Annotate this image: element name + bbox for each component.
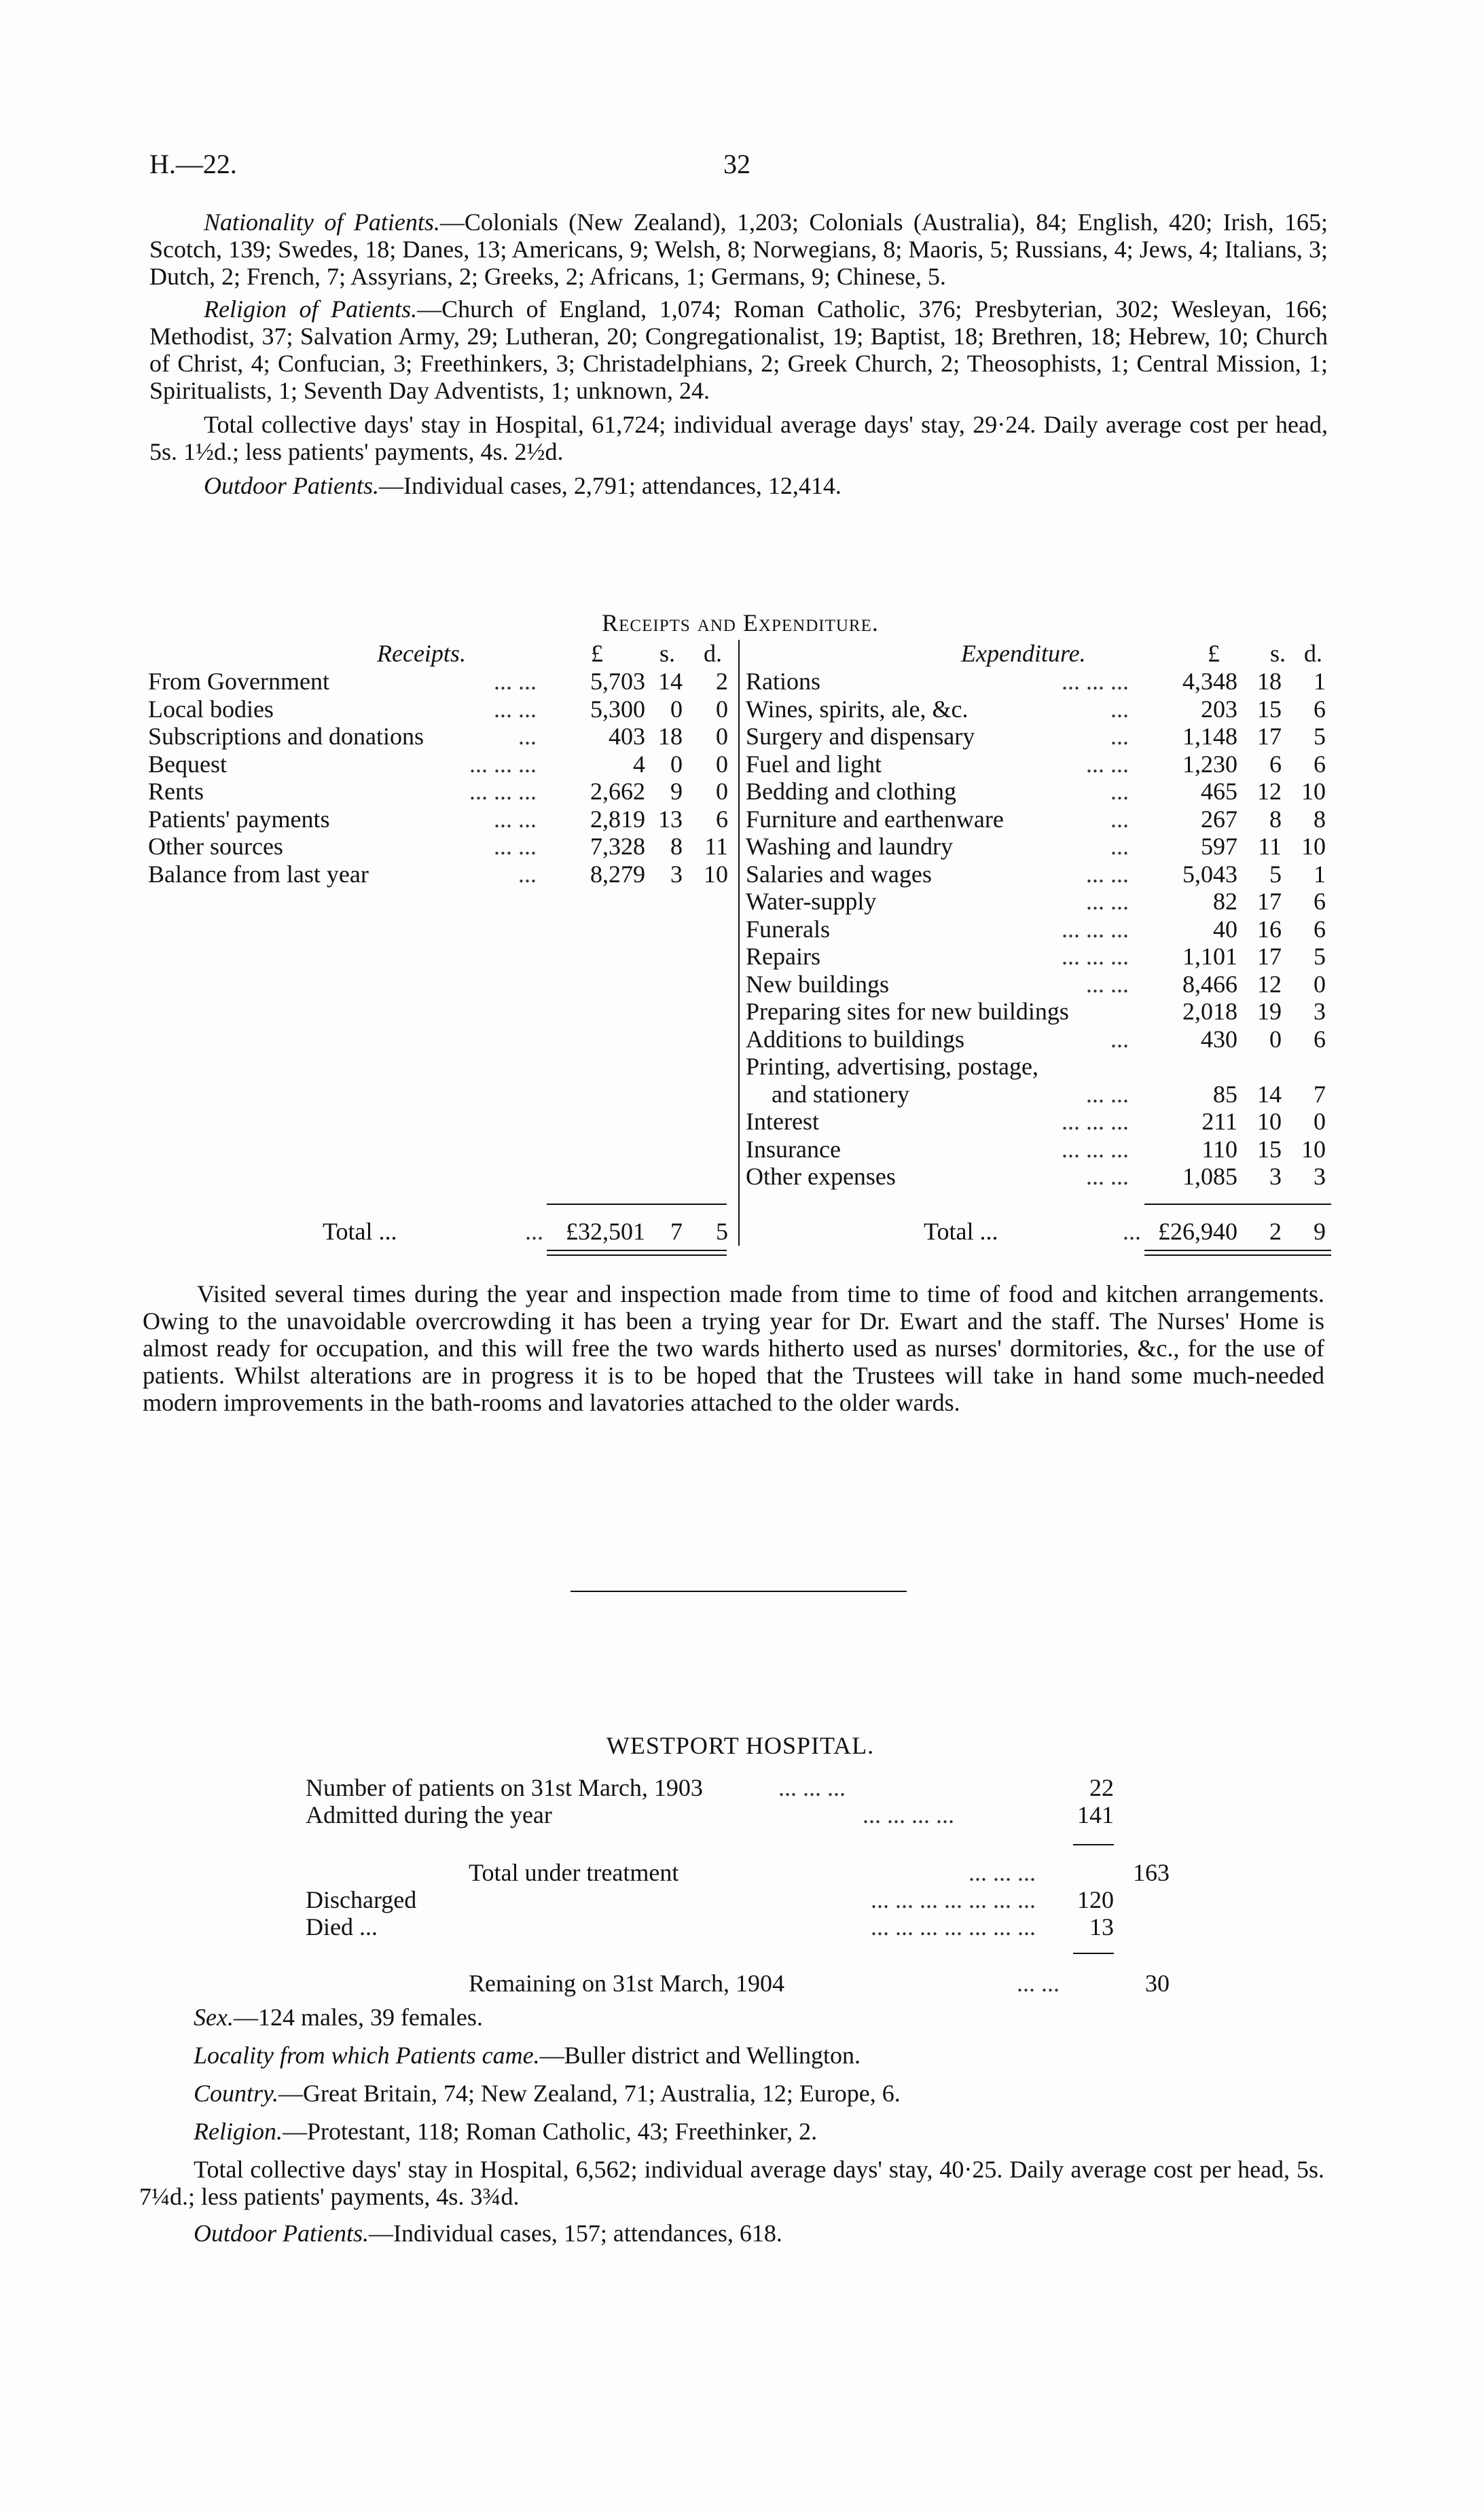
receipts-total-l: £32,501 xyxy=(566,1218,645,1245)
receipt-row-leader: ... ... ... xyxy=(469,750,537,778)
westport-row-label: Number of patients on 31st March, 1903 xyxy=(306,1774,703,1801)
page-number: 32 xyxy=(723,149,750,179)
receipt-row-d: 0 xyxy=(716,750,728,778)
expenditure-row-leader: ... ... ... xyxy=(1062,915,1129,943)
westport-row-label: Admitted during the year xyxy=(306,1801,552,1828)
receipt-row-d: 0 xyxy=(716,723,728,750)
expenditure-row-d: 1 xyxy=(1314,860,1326,888)
receipt-row-d: 2 xyxy=(716,668,728,695)
receipt-row-label: Patients' payments xyxy=(148,805,330,833)
receipts-total-d: 5 xyxy=(716,1218,728,1245)
expenditure-row-d: 10 xyxy=(1301,833,1326,860)
receipt-row-label: Other sources xyxy=(148,833,283,860)
expenditure-row-leader: ... ... xyxy=(1086,860,1129,888)
expenditure-total-s: 2 xyxy=(1269,1218,1282,1245)
westport-row-leader: ... ... ... xyxy=(778,1774,846,1801)
expenditure-row-l: 597 xyxy=(1201,833,1237,860)
expenditure-row-d: 6 xyxy=(1314,1025,1326,1053)
expenditure-row-leader: ... xyxy=(1110,805,1129,833)
receipt-row-leader: ... ... xyxy=(494,833,537,860)
expenditure-row-leader: ... ... ... xyxy=(1062,943,1129,970)
expenditure-total-leader: ... xyxy=(1123,1218,1141,1245)
expenditure-row-d: 10 xyxy=(1301,778,1326,805)
expenditure-row-l: 4,348 xyxy=(1182,668,1237,695)
receipts-total-rule-top xyxy=(547,1204,727,1205)
expenditure-row-label: Wines, spirits, ale, &c. xyxy=(746,695,969,723)
expenditure-row-leader: ... xyxy=(1110,833,1129,860)
receipt-row-l: 2,662 xyxy=(590,778,645,805)
westport-row-value: 120 xyxy=(1077,1886,1114,1913)
days-stay-paragraph: Total collective days' stay in Hospital, 61,724; individual average days' stay, 29·24. Daily average cost per head, 5s. 1½d.; less patients' payments, 4s. 2½d. xyxy=(149,411,1328,465)
receipts-col-s: s. xyxy=(659,640,676,667)
expenditure-row-label: Surgery and dispensary xyxy=(746,723,975,750)
expenditure-row-label: Interest xyxy=(746,1108,819,1135)
expenditure-row-leader: ... xyxy=(1110,778,1129,805)
receipts-total-s: 7 xyxy=(670,1218,683,1245)
receipt-row-s: 8 xyxy=(670,833,683,860)
expenditure-row-d: 0 xyxy=(1314,970,1326,998)
expenditure-row-s: 15 xyxy=(1257,695,1282,723)
expenditure-row-leader: ... xyxy=(1110,1025,1129,1053)
expenditure-total-rule-top xyxy=(1144,1204,1331,1205)
expenditure-row-label: Preparing sites for new buildings xyxy=(746,998,1069,1025)
expenditure-row-label: Repairs xyxy=(746,943,820,970)
top-paragraphs xyxy=(149,209,1328,499)
westport-country: Country.—Great Britain, 74; New Zealand, 71; Australia, 12; Europe, 6. xyxy=(194,2080,901,2107)
expenditure-row-l: 203 xyxy=(1201,695,1237,723)
expenditure-row-leader: ... ... xyxy=(1086,750,1129,778)
expenditure-row-l: 40 xyxy=(1213,915,1237,943)
receipt-row-leader: ... xyxy=(518,860,537,888)
westport-rule-1 xyxy=(1073,1844,1114,1845)
expenditure-col-d: d. xyxy=(1304,640,1322,667)
expenditure-row-s: 0 xyxy=(1269,1025,1282,1053)
receipt-row-leader: ... xyxy=(518,723,537,750)
outdoor-paragraph: Outdoor Patients.—Individual cases, 2,791; attendances, 12,414. xyxy=(204,472,841,499)
westport-row-label: Remaining on 31st March, 1904 xyxy=(469,1970,784,1997)
expenditure-row-label: Other expenses xyxy=(746,1163,896,1190)
westport-row-leader: ... ... xyxy=(1017,1970,1060,1997)
expenditure-row-d: 10 xyxy=(1301,1135,1326,1163)
expenditure-row-l: 430 xyxy=(1201,1025,1237,1053)
expenditure-col-s: s. xyxy=(1270,640,1286,667)
expenditure-row-label: Additions to buildings xyxy=(746,1025,965,1053)
westport-row-total: 30 xyxy=(1145,1970,1170,1997)
expenditure-row-label: Salaries and wages xyxy=(746,860,932,888)
expenditure-row-leader: ... ... ... xyxy=(1062,1108,1129,1135)
expenditure-row-l: 8,466 xyxy=(1182,970,1237,998)
expenditure-row-label: Rations xyxy=(746,668,821,695)
expenditure-row-leader: ... ... xyxy=(1086,1080,1129,1108)
westport-row-leader: ... ... ... xyxy=(969,1859,1036,1886)
expenditure-row-s: 12 xyxy=(1257,778,1282,805)
expenditure-row-d: 5 xyxy=(1314,943,1326,970)
nationality-paragraph: Nationality of Patients.—Colonials (New Zealand), 1,203; Colonials (Australia), 84; English, 420; Irish, 165; Scotch, 139; Swedes, 18; Danes, 13; Americans, 9; Welsh, 8; Norwegians, 8; Maoris, 5; Russians, 4; Jews, 4; Italians, 3; Dutch, 2; French, 7; Assyrians, 2; Greeks, 2; Africans, 1; Germans, 9; Chinese, 5. xyxy=(149,209,1328,290)
expenditure-row-d: 0 xyxy=(1314,1108,1326,1135)
expenditure-row-label: Washing and laundry xyxy=(746,833,954,860)
receipt-row-l: 8,279 xyxy=(590,860,645,888)
westport-row-value: 141 xyxy=(1077,1801,1114,1828)
expenditure-row-s: 12 xyxy=(1257,970,1282,998)
expenditure-row-l: 85 xyxy=(1213,1080,1237,1108)
westport-rule-2 xyxy=(1073,1953,1114,1954)
accounts-title: Receipts and Expenditure. xyxy=(602,609,879,636)
receipt-row-leader: ... ... xyxy=(494,805,537,833)
expenditure-row-s: 18 xyxy=(1257,668,1282,695)
receipts-total-label: Total ... xyxy=(323,1218,397,1245)
receipts-total-rule-bottom-1 xyxy=(547,1250,727,1251)
report-code: H.—22. xyxy=(149,149,237,179)
expenditure-total-label: Total ... xyxy=(924,1218,998,1245)
expenditure-heading: Expenditure. xyxy=(961,640,1086,667)
receipts-total-rule-bottom-2 xyxy=(547,1254,727,1256)
expenditure-row-d: 6 xyxy=(1314,750,1326,778)
westport-title: WESTPORT HOSPITAL. xyxy=(606,1732,875,1759)
expenditure-row-leader: ... ... ... xyxy=(1062,668,1129,695)
receipt-row-label: Rents xyxy=(148,778,204,805)
receipt-row-label: Subscriptions and donations xyxy=(148,723,424,750)
receipt-row-d: 0 xyxy=(716,695,728,723)
expenditure-row-d: 6 xyxy=(1314,915,1326,943)
expenditure-row-s: 17 xyxy=(1257,723,1282,750)
receipt-row-leader: ... ... xyxy=(494,695,537,723)
expenditure-total-rule-bottom-1 xyxy=(1144,1250,1331,1251)
expenditure-row-l: 110 xyxy=(1201,1135,1237,1163)
page-header xyxy=(149,151,1338,182)
expenditure-row-s: 17 xyxy=(1257,943,1282,970)
receipts-col-d: d. xyxy=(704,640,722,667)
expenditure-row-d: 6 xyxy=(1314,888,1326,915)
westport-row-label: Discharged xyxy=(306,1886,417,1913)
westport-row-leader: ... ... ... ... xyxy=(863,1801,954,1828)
receipts-total-leader: ... xyxy=(525,1218,543,1245)
receipt-row-d: 11 xyxy=(704,833,728,860)
expenditure-row-l: 267 xyxy=(1201,805,1237,833)
expenditure-row-label: Insurance xyxy=(746,1135,841,1163)
section-divider xyxy=(571,1591,907,1592)
expenditure-row-s: 14 xyxy=(1257,1080,1282,1108)
receipt-row-leader: ... ... xyxy=(494,668,537,695)
westport-religion: Religion.—Protestant, 118; Roman Catholic, 43; Freethinker, 2. xyxy=(194,2118,818,2145)
expenditure-row-leader: ... ... xyxy=(1086,1163,1129,1190)
expenditure-row-leader: ... xyxy=(1110,695,1129,723)
expenditure-row-d: 6 xyxy=(1314,695,1326,723)
expenditure-row-label: Funerals xyxy=(746,915,830,943)
expenditure-row-leader: ... xyxy=(1110,723,1129,750)
expenditure-row-d: 8 xyxy=(1314,805,1326,833)
expenditure-row-l: 465 xyxy=(1201,778,1237,805)
receipt-row-d: 0 xyxy=(716,778,728,805)
receipt-row-l: 4 xyxy=(633,750,645,778)
expenditure-row-label: and stationery xyxy=(772,1080,909,1108)
westport-row-value: 13 xyxy=(1089,1913,1114,1940)
receipt-row-label: Bequest xyxy=(148,750,227,778)
westport-row-leader: ... ... ... ... ... ... ... xyxy=(871,1886,1036,1913)
expenditure-row-d: 1 xyxy=(1314,668,1326,695)
expenditure-row-label: Bedding and clothing xyxy=(746,778,956,805)
expenditure-total-l: £26,940 xyxy=(1158,1218,1237,1245)
expenditure-row-l: 1,230 xyxy=(1182,750,1237,778)
receipt-row-s: 14 xyxy=(658,668,683,695)
westport-days-stay: Total collective days' stay in Hospital, 6,562; individual average days' stay, 40·25. Daily average cost per head, 5s. 7¼d.; less patients' payments, 4s. 3¾d. xyxy=(139,2156,1324,2210)
receipt-row-l: 5,300 xyxy=(590,695,645,723)
expenditure-row-label: Fuel and light xyxy=(746,750,882,778)
expenditure-row-label: Printing, advertising, postage, xyxy=(746,1053,1038,1080)
expenditure-row-s: 6 xyxy=(1269,750,1282,778)
expenditure-row-l: 82 xyxy=(1213,888,1237,915)
westport-sex: Sex.—124 males, 39 females. xyxy=(194,2004,483,2031)
receipt-row-l: 7,328 xyxy=(590,833,645,860)
expenditure-row-leader: ... ... xyxy=(1086,970,1129,998)
westport-paragraphs xyxy=(139,2004,1324,2247)
receipt-row-l: 403 xyxy=(609,723,645,750)
receipts-col-l: £ xyxy=(591,640,603,667)
expenditure-row-leader: ... ... ... xyxy=(1062,1135,1129,1163)
westport-outdoor: Outdoor Patients.—Individual cases, 157; attendances, 618. xyxy=(194,2220,782,2247)
receipt-row-d: 6 xyxy=(716,805,728,833)
expenditure-row-s: 5 xyxy=(1269,860,1282,888)
receipt-row-l: 5,703 xyxy=(590,668,645,695)
expenditure-row-d: 3 xyxy=(1314,998,1326,1025)
westport-row-value: 22 xyxy=(1089,1774,1114,1801)
accounts-divider xyxy=(738,640,740,1246)
westport-row-total: 163 xyxy=(1133,1859,1170,1886)
westport-row-label: Died ... xyxy=(306,1913,378,1940)
expenditure-row-l: 5,043 xyxy=(1182,860,1237,888)
expenditure-row-s: 19 xyxy=(1257,998,1282,1025)
expenditure-row-d: 7 xyxy=(1314,1080,1326,1108)
expenditure-row-label: Furniture and earthenware xyxy=(746,805,1004,833)
receipt-row-s: 18 xyxy=(658,723,683,750)
expenditure-row-leader: ... ... xyxy=(1086,888,1129,915)
expenditure-col-l: £ xyxy=(1208,640,1220,667)
expenditure-row-d: 3 xyxy=(1314,1163,1326,1190)
receipt-row-label: Local bodies xyxy=(148,695,274,723)
westport-row-label: Total under treatment xyxy=(469,1859,679,1886)
inspection-note: Visited several times during the year and inspection made from time to time of food and kitchen arrangements. Owing to the unavoidable overcrowding it has been a trying year for Dr. Ewart and the staff. The Nurses' Home is almost ready for occupation, and this will free the two wards hitherto used as nurses' dormitories, &c., for the use of patients. Whilst alterations are in progress it is to be hoped that the Trustees will take in hand some much-needed modern improvements in the bath-rooms and lavatories attached to the older wards. xyxy=(143,1280,1324,1416)
expenditure-row-label: Water-supply xyxy=(746,888,877,915)
expenditure-row-d: 5 xyxy=(1314,723,1326,750)
receipt-row-s: 9 xyxy=(670,778,683,805)
receipt-row-s: 0 xyxy=(670,695,683,723)
expenditure-row-s: 17 xyxy=(1257,888,1282,915)
receipt-row-label: Balance from last year xyxy=(148,860,369,888)
westport-row-leader: ... ... ... ... ... ... ... xyxy=(871,1913,1036,1940)
receipt-row-l: 2,819 xyxy=(590,805,645,833)
religion-paragraph: Religion of Patients.—Church of England, 1,074; Roman Catholic, 376; Presbyterian, 302; Wesleyan, 166; Methodist, 37; Salvation Army, 29; Lutheran, 20; Congregationalist, 19; Baptist, 18; Brethren, 18; Hebrew, 10; Church of Christ, 4; Confucian, 3; Freethinkers, 3; Christadelphians, 2; Greek Church, 2; Theosophists, 1; Central Mission, 1; Spiritualists, 1; Seventh Day Adventists, 1; unknown, 24. xyxy=(149,295,1328,404)
receipt-row-d: 10 xyxy=(704,860,728,888)
expenditure-row-l: 211 xyxy=(1201,1108,1237,1135)
receipt-row-leader: ... ... ... xyxy=(469,778,537,805)
receipt-row-label: From Government xyxy=(148,668,329,695)
expenditure-row-s: 15 xyxy=(1257,1135,1282,1163)
receipt-row-s: 3 xyxy=(670,860,683,888)
expenditure-row-s: 3 xyxy=(1269,1163,1282,1190)
expenditure-total-d: 9 xyxy=(1314,1218,1326,1245)
expenditure-row-s: 16 xyxy=(1257,915,1282,943)
expenditure-row-s: 11 xyxy=(1258,833,1282,860)
receipts-heading: Receipts. xyxy=(377,640,466,667)
expenditure-total-rule-bottom-2 xyxy=(1144,1254,1331,1256)
expenditure-row-l: 1,148 xyxy=(1182,723,1237,750)
expenditure-row-s: 8 xyxy=(1269,805,1282,833)
expenditure-row-l: 1,101 xyxy=(1182,943,1237,970)
expenditure-row-l: 1,085 xyxy=(1182,1163,1237,1190)
expenditure-row-label: New buildings xyxy=(746,970,889,998)
expenditure-row-s: 10 xyxy=(1257,1108,1282,1135)
westport-locality: Locality from which Patients came.—Buller district and Wellington. xyxy=(194,2042,861,2069)
expenditure-row-l: 2,018 xyxy=(1182,998,1237,1025)
receipt-row-s: 0 xyxy=(670,750,683,778)
receipt-row-s: 13 xyxy=(658,805,683,833)
